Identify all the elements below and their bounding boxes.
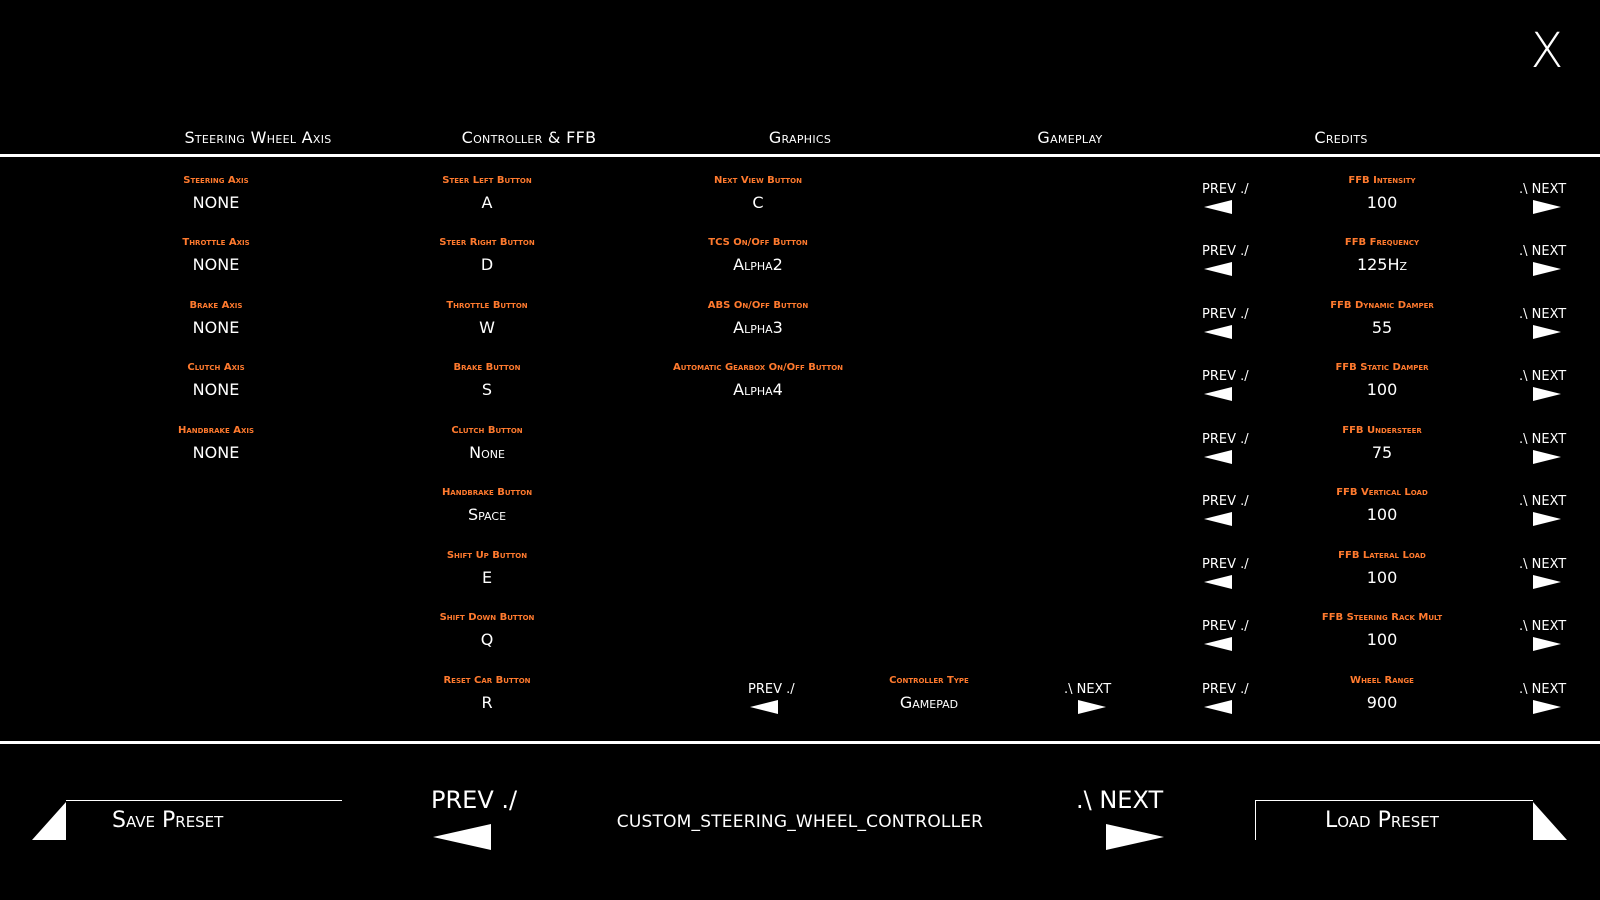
setting-auto-gearbox-button[interactable] [638, 361, 878, 399]
next-label: .\ NEXT [1519, 307, 1567, 322]
tab-credits[interactable]: Credits [1314, 128, 1368, 147]
bottom-divider [0, 741, 1600, 744]
ffb-lateral-load-next-button[interactable] [1519, 557, 1579, 593]
prev-label: PREV ./ [1202, 369, 1249, 384]
setting-ffb-lateral-load [1262, 549, 1502, 587]
ffb-dynamic-damper-next-button[interactable] [1519, 307, 1579, 343]
setting-value: S [481, 380, 493, 399]
setting-label: FFB Static Damper [1335, 362, 1429, 373]
left-arrow-icon [1204, 262, 1232, 276]
left-arrow-icon [1204, 512, 1232, 526]
setting-label: TCS On/Off Button [708, 237, 808, 248]
corner-wedge-icon [1533, 802, 1567, 840]
prev-label: PREV ./ [748, 682, 795, 697]
setting-throttle-axis[interactable] [96, 236, 336, 274]
prev-label: PREV ./ [1202, 682, 1249, 697]
setting-value: NONE [192, 255, 240, 274]
setting-brake-button[interactable] [367, 361, 607, 399]
setting-shift-down-button[interactable] [367, 611, 607, 649]
tab-steering-wheel-axis[interactable]: Steering Wheel Axis [184, 128, 332, 147]
setting-value: W [479, 318, 495, 337]
prev-label: PREV ./ [1202, 619, 1249, 634]
ffb-frequency-prev-button[interactable] [1202, 244, 1262, 280]
next-label: .\ NEXT [1519, 494, 1567, 509]
preset-name: CUSTOM_STEERING_WHEEL_CONTROLLER [616, 812, 984, 832]
next-label: .\ NEXT [1064, 682, 1112, 697]
setting-label: Controller Type [889, 675, 969, 686]
tab-gameplay[interactable]: Gameplay [1037, 128, 1103, 147]
setting-label: Handbrake Axis [177, 425, 255, 436]
ffb-static-damper-next-button[interactable] [1519, 369, 1579, 405]
left-arrow-icon [1204, 387, 1232, 401]
setting-label: ABS On/Off Button [707, 300, 809, 311]
setting-value: 100 [1366, 193, 1398, 212]
setting-ffb-vertical-load [1262, 486, 1502, 524]
tab-controller-ffb[interactable]: Controller & FFB [461, 128, 597, 147]
setting-reset-car-button[interactable] [367, 674, 607, 712]
ffb-intensity-next-button[interactable] [1519, 182, 1579, 218]
prev-label: PREV ./ [1202, 432, 1249, 447]
load-preset-label: Load Preset [1325, 808, 1439, 833]
right-arrow-icon [1533, 450, 1561, 464]
ffb-lateral-load-prev-button[interactable] [1202, 557, 1262, 593]
prev-label: PREV ./ [1202, 307, 1249, 322]
setting-value: A [481, 193, 493, 212]
right-arrow-icon [1533, 512, 1561, 526]
setting-label: Shift Down Button [439, 612, 535, 623]
ffb-steering-rack-next-button[interactable] [1519, 619, 1579, 655]
setting-controller-type [809, 674, 1049, 712]
setting-label: FFB Lateral Load [1338, 550, 1426, 561]
setting-tcs-button[interactable] [638, 236, 878, 274]
left-arrow-icon [1204, 637, 1232, 651]
right-arrow-icon [1106, 824, 1164, 850]
next-label: .\ NEXT [1076, 786, 1164, 814]
setting-value: 100 [1366, 505, 1398, 524]
left-arrow-icon [1204, 700, 1232, 714]
setting-ffb-static-damper [1262, 361, 1502, 399]
setting-value: Alpha2 [733, 255, 783, 274]
setting-label: FFB Intensity [1348, 175, 1416, 186]
setting-abs-button[interactable] [638, 299, 878, 337]
setting-steer-left-button[interactable] [367, 174, 607, 212]
setting-label: FFB Understeer [1342, 425, 1422, 436]
ffb-understeer-next-button[interactable] [1519, 432, 1579, 468]
ffb-vertical-load-next-button[interactable] [1519, 494, 1579, 530]
ffb-intensity-prev-button[interactable] [1202, 182, 1262, 218]
save-preset-button[interactable] [32, 800, 342, 842]
next-label: .\ NEXT [1519, 182, 1567, 197]
setting-value: NONE [192, 380, 240, 399]
setting-handbrake-button[interactable] [367, 486, 607, 524]
ffb-static-damper-prev-button[interactable] [1202, 369, 1262, 405]
setting-label: Brake Button [453, 362, 521, 373]
ffb-dynamic-damper-prev-button[interactable] [1202, 307, 1262, 343]
right-arrow-icon [1078, 700, 1106, 714]
left-arrow-icon [1204, 450, 1232, 464]
setting-label: FFB Dynamic Damper [1330, 300, 1434, 311]
setting-value: C [752, 193, 764, 212]
prev-label: PREV ./ [431, 786, 518, 814]
setting-ffb-frequency [1262, 236, 1502, 274]
setting-value: D [480, 255, 494, 274]
setting-label: Throttle Axis [182, 237, 250, 248]
prev-label: PREV ./ [1202, 182, 1249, 197]
top-divider [0, 154, 1600, 157]
setting-label: Automatic Gearbox On/Off Button [672, 362, 844, 373]
setting-value: 900 [1366, 693, 1398, 712]
right-arrow-icon [1533, 387, 1561, 401]
setting-label: Clutch Button [451, 425, 523, 436]
setting-steering-axis[interactable] [96, 174, 336, 212]
setting-next-view-button[interactable] [638, 174, 878, 212]
setting-shift-up-button[interactable] [367, 549, 607, 587]
setting-value: Alpha3 [733, 318, 783, 337]
setting-value: 125Hz [1356, 255, 1408, 274]
setting-value: Gamepad [899, 693, 959, 712]
setting-value: 100 [1366, 568, 1398, 587]
setting-value: 100 [1366, 380, 1398, 399]
right-arrow-icon [1533, 325, 1561, 339]
setting-value: Q [480, 630, 494, 649]
setting-value: Alpha4 [733, 380, 783, 399]
controller-type-next-button[interactable] [1064, 682, 1124, 718]
right-arrow-icon [1533, 200, 1561, 214]
setting-value: R [481, 693, 493, 712]
right-arrow-icon [1533, 575, 1561, 589]
prev-label: PREV ./ [1202, 557, 1249, 572]
setting-clutch-button[interactable] [367, 424, 607, 462]
setting-ffb-intensity [1262, 174, 1502, 212]
setting-value: Space [467, 505, 507, 524]
setting-label: Clutch Axis [187, 362, 245, 373]
setting-value: NONE [192, 193, 240, 212]
ffb-vertical-load-prev-button[interactable] [1202, 494, 1262, 530]
setting-value: None [469, 443, 505, 462]
ffb-steering-rack-prev-button[interactable] [1202, 619, 1262, 655]
left-arrow-icon [433, 824, 491, 850]
preset-next-button[interactable] [1076, 786, 1186, 846]
setting-wheel-range [1262, 674, 1502, 712]
left-arrow-icon [1204, 575, 1232, 589]
save-preset-label: Save Preset [112, 808, 224, 833]
tab-graphics[interactable]: Graphics [768, 128, 832, 147]
setting-ffb-understeer [1262, 424, 1502, 462]
setting-label: Steer Right Button [439, 237, 535, 248]
load-preset-tick [1255, 800, 1256, 840]
setting-throttle-button[interactable] [367, 299, 607, 337]
next-label: .\ NEXT [1519, 557, 1567, 572]
corner-wedge-icon [32, 802, 66, 840]
next-label: .\ NEXT [1519, 244, 1567, 259]
next-label: .\ NEXT [1519, 682, 1567, 697]
setting-handbrake-axis[interactable] [96, 424, 336, 462]
setting-brake-axis[interactable] [96, 299, 336, 337]
setting-value: NONE [192, 318, 240, 337]
setting-label: FFB Frequency [1344, 237, 1420, 248]
setting-clutch-axis[interactable] [96, 361, 336, 399]
setting-ffb-steering-rack-mult [1262, 611, 1502, 649]
right-arrow-icon [1533, 262, 1561, 276]
right-arrow-icon [1533, 700, 1561, 714]
preset-prev-button[interactable] [431, 786, 541, 846]
left-arrow-icon [750, 700, 778, 714]
setting-label: Handbrake Button [441, 487, 533, 498]
load-preset-button[interactable] [1255, 800, 1567, 842]
controller-type-prev-button[interactable] [748, 682, 808, 718]
wheel-range-next-button[interactable] [1519, 682, 1579, 718]
setting-value: 75 [1371, 443, 1393, 462]
setting-ffb-dynamic-damper [1262, 299, 1502, 337]
right-arrow-icon [1533, 637, 1561, 651]
save-preset-line [66, 800, 342, 801]
close-button[interactable]: X [1530, 23, 1564, 79]
setting-value: E [481, 568, 493, 587]
wheel-range-prev-button[interactable] [1202, 682, 1262, 718]
setting-label: Steering Axis [183, 175, 249, 186]
setting-label: Steer Left Button [442, 175, 532, 186]
setting-value: 55 [1371, 318, 1393, 337]
next-label: .\ NEXT [1519, 369, 1567, 384]
ffb-frequency-next-button[interactable] [1519, 244, 1579, 280]
prev-label: PREV ./ [1202, 244, 1249, 259]
setting-value: NONE [192, 443, 240, 462]
next-label: .\ NEXT [1519, 432, 1567, 447]
prev-label: PREV ./ [1202, 494, 1249, 509]
setting-label: FFB Steering Rack Mult [1321, 612, 1443, 623]
setting-label: Throttle Button [446, 300, 528, 311]
left-arrow-icon [1204, 200, 1232, 214]
setting-label: FFB Vertical Load [1336, 487, 1428, 498]
setting-label: Reset Car Button [443, 675, 531, 686]
setting-steer-right-button[interactable] [367, 236, 607, 274]
setting-value: 100 [1366, 630, 1398, 649]
left-arrow-icon [1204, 325, 1232, 339]
setting-label: Shift Up Button [446, 550, 528, 561]
setting-label: Brake Axis [189, 300, 243, 311]
load-preset-line [1255, 800, 1533, 801]
setting-label: Next View Button [714, 175, 802, 186]
next-label: .\ NEXT [1519, 619, 1567, 634]
setting-label: Wheel Range [1350, 675, 1414, 686]
ffb-understeer-prev-button[interactable] [1202, 432, 1262, 468]
